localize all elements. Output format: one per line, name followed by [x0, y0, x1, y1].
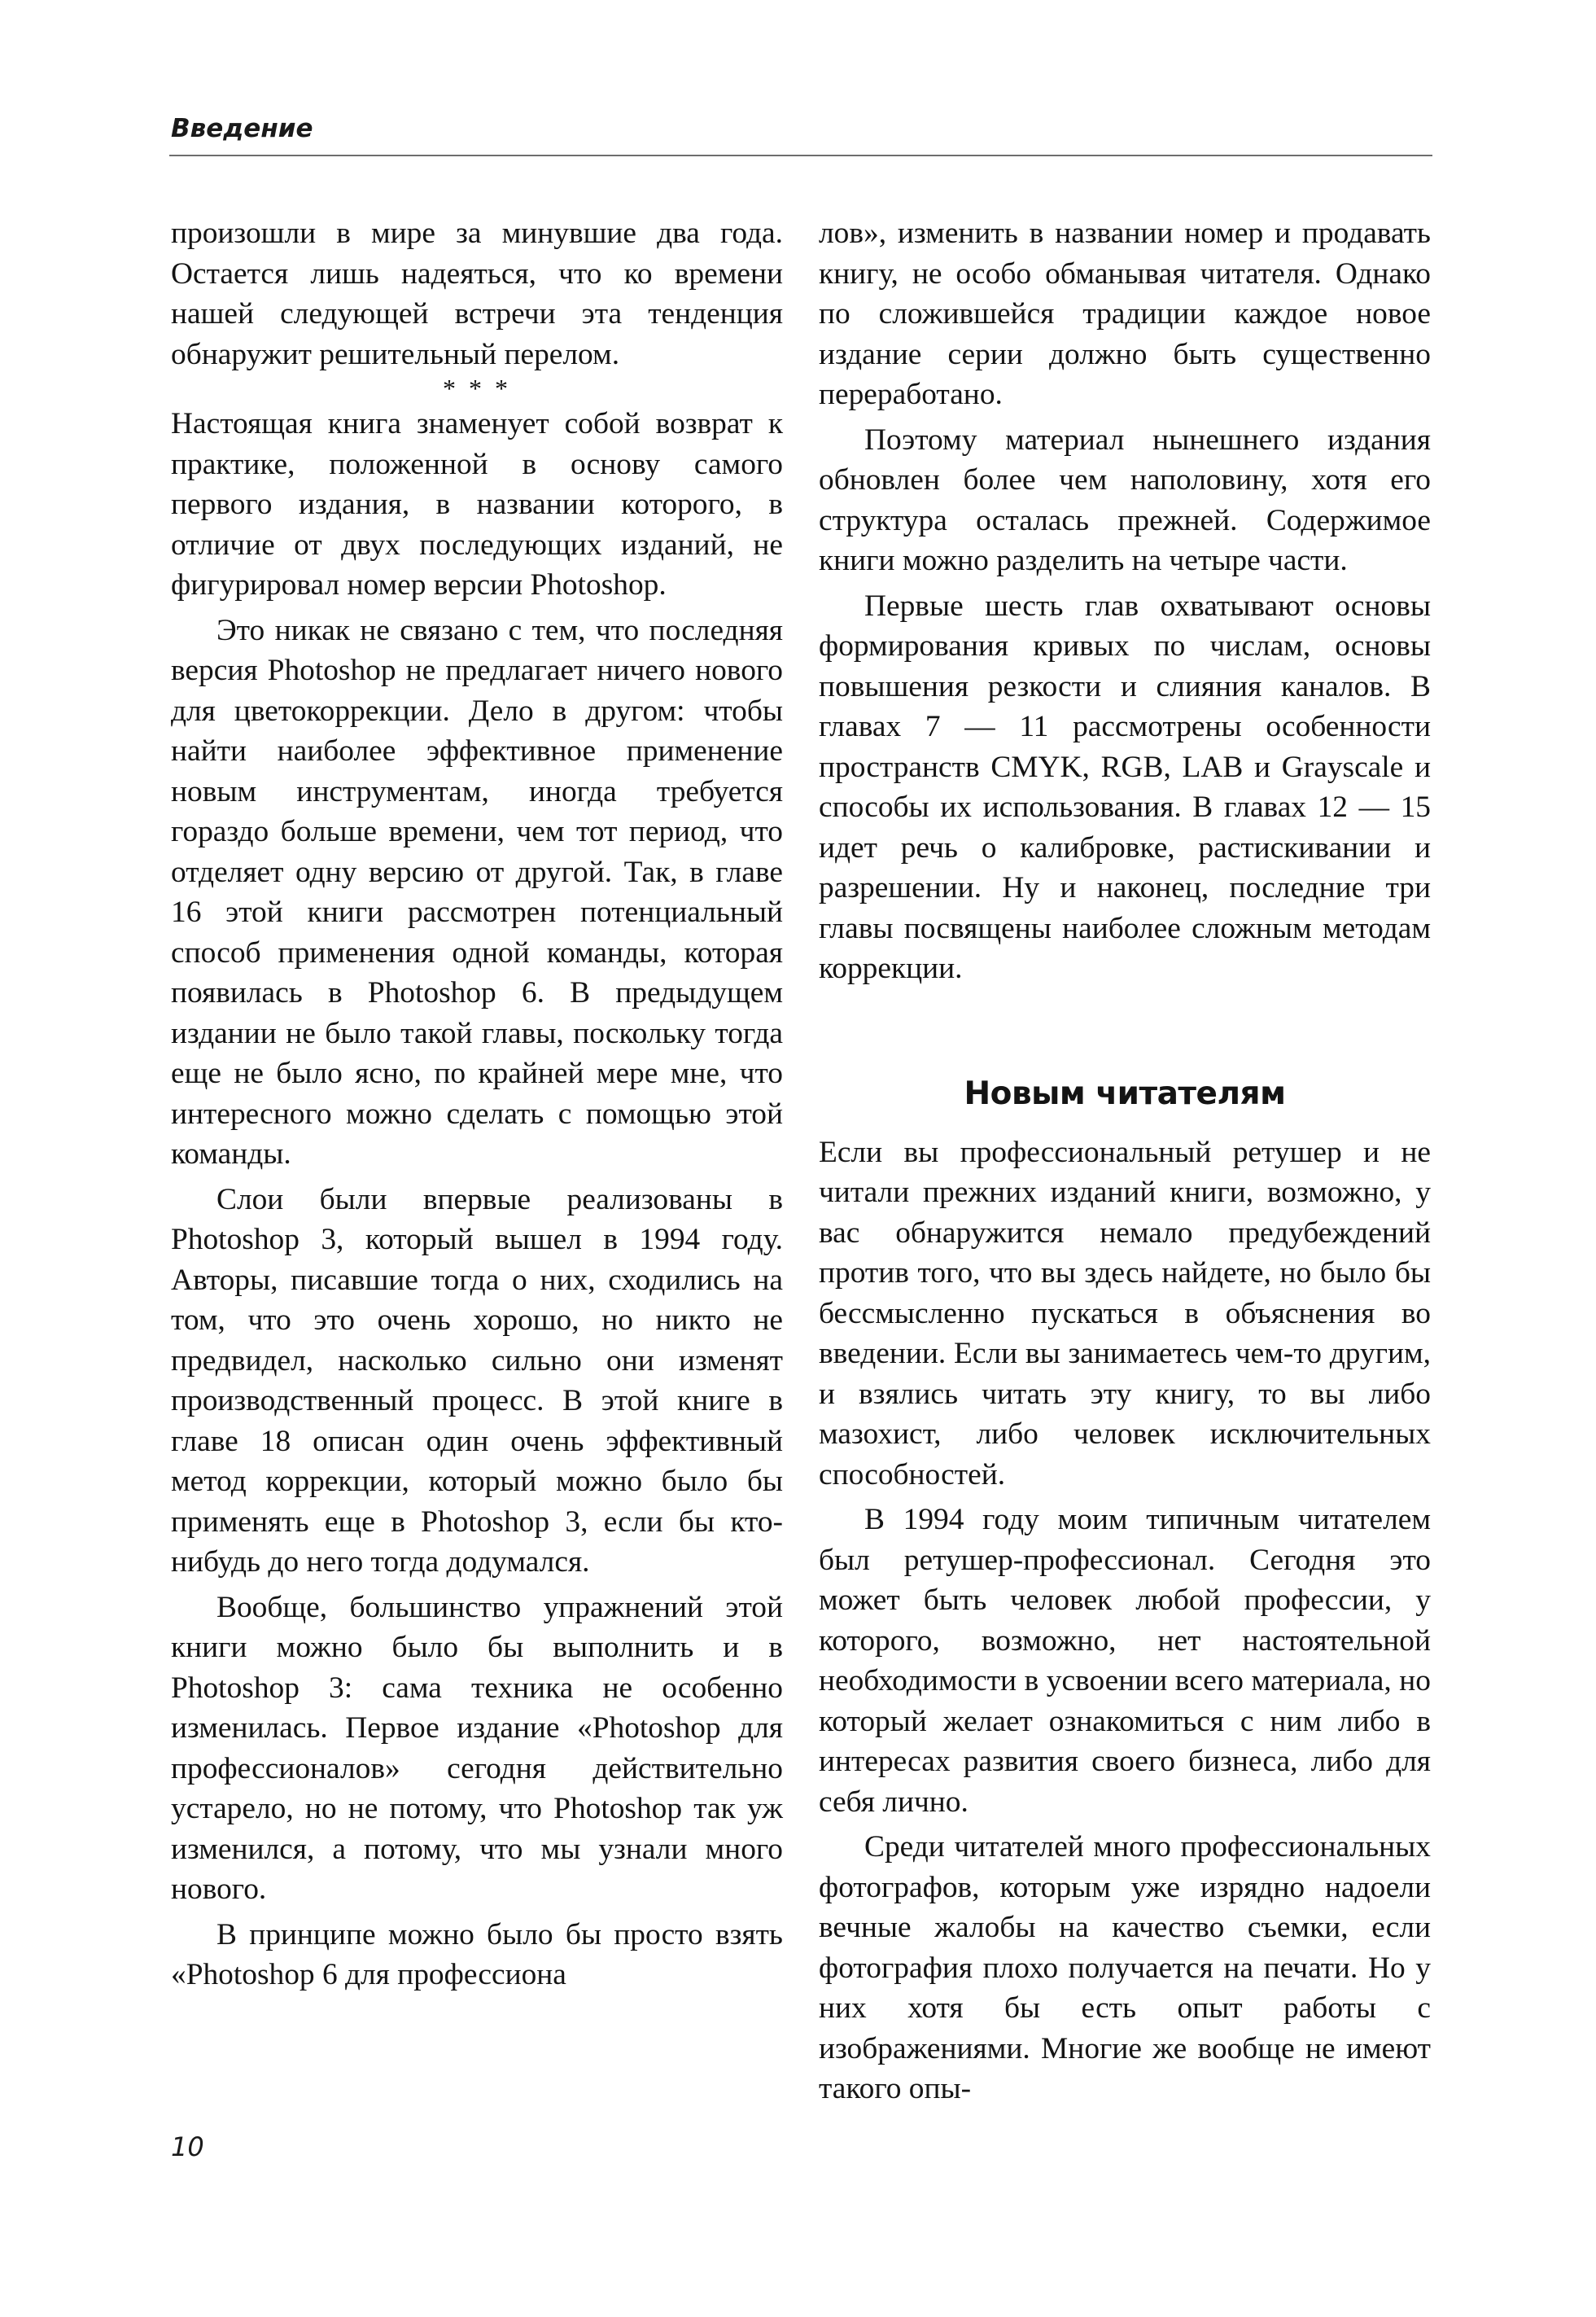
paragraph: В принципе можно было бы просто взять «Photoshop 6 для профессиона: [171, 1917, 783, 1991]
running-head: Введение: [171, 114, 313, 143]
left-column: [171, 213, 783, 2000]
page-number: 10: [171, 2131, 204, 2162]
paragraph: Настоящая книга знаменует собой возврат к практике, положенной в основу самого первого издания, в названии которого, в отличие от двух последующих изданий, не фигурировал номер версии Photoshop.: [171, 407, 783, 602]
paragraph: Вообще, большинство упражнений этой книги можно было бы выполнить и в Photoshop 3: сама техника не особенно изменилась. Первое издание «Photoshop для профессионалов» сегодня действительно устарело, но не потому, что Photoshop так уж изменился, а потому, что мы узнали много нового.: [171, 1590, 783, 1906]
paragraph: В 1994 году моим типичным читателем был ретушер-профессионал. Сегодня это может быть человек любой профессии, у которого, возможно, нет настоятельной необходимости в усвоении всего материала, но который желает ознакомиться с ним либо в интересах развития своего бизнеса, либо для себя лично.: [819, 1503, 1431, 1819]
paragraph: Поэтому материал нынешнего издания обновлен более чем наполовину, хотя его структура осталась прежней. Содержимое книги можно разделить на четыре части.: [819, 423, 1431, 577]
paragraph-continued: произошли в мире за минувшие два года. Остается лишь надеяться, что ко времени нашей следующей встречи эта тенденция обнаружит решительный перелом.: [171, 217, 783, 371]
section-separator: * * *: [443, 374, 511, 403]
paragraph: Среди читателей много профессиональных фотографов, которым уже изрядно надоели вечные жалобы на качество съемки, если фотография плохо получается на печати. Но у них хотя бы есть опыт работы с изображениями. Многие же вообще не имеют такого опы-: [819, 1830, 1431, 2105]
paragraph: Это никак не связано с тем, что последняя версия Photoshop не предлагает ничего нового для цветокоррекции. Дело в другом: чтобы найти наиболее эффективное применение новым инструментам, иногда требуется гораздо больше времени, чем тот период, что отделяет одну версию от другой. Так, в главе 16 этой книги рассмотрен потенциальный способ применения одной команды, которая появилась в Photoshop 6. В предыдущем издании не было такой главы, поскольку тогда еще не было ясно, по крайней мере мне, что интересного можно сделать с помощью этой команды.: [171, 613, 783, 1171]
header-rule: [169, 155, 1432, 156]
paragraph-continued: лов», изменить в названии номер и продавать книгу, не особо обманывая читателя. Однако по сложившейся традиции каждое новое издание серии должно быть существенно переработано.: [819, 217, 1431, 411]
paragraph: Если вы профессиональный ретушер и не читали прежних изданий книги, возможно, у вас обнаружится немало предубеждений против того, что вы здесь найдете, но было бы бессмысленно пускаться в объяснения во введении. Если вы занимаетесь чем-то другим, и взялись читать эту книгу, то вы либо мазохист, либо человек исключительных способностей.: [819, 1135, 1431, 1491]
paragraph: Первые шесть глав охватывают основы формирования кривых по числам, основы повышения резкости и слияния каналов. В главах 7 — 11 рассмотрены особенности пространств CMYK, RGB, LAB и Grayscale и способы их использования. В главах 12 — 15 идет речь о калибровке, растискивании и разрешении. Ну и наконец, последние три главы посвящены наиболее сложным методам коррекции.: [819, 589, 1431, 985]
right-column: [819, 213, 1431, 2114]
section-heading: Новым читателям: [964, 1075, 1286, 1112]
paragraph: Слои были впервые реализованы в Photoshop 3, который вышел в 1994 году. Авторы, писавшие тогда о них, сходились на том, что это очень хорошо, но никто не предвидел, насколько сильно они изменят производственный процесс. В этой книге в главе 18 описан один очень эффективный метод коррекции, который можно было бы применять еще в Photoshop 3, если бы кто-нибудь до него тогда додумался.: [171, 1182, 783, 1579]
